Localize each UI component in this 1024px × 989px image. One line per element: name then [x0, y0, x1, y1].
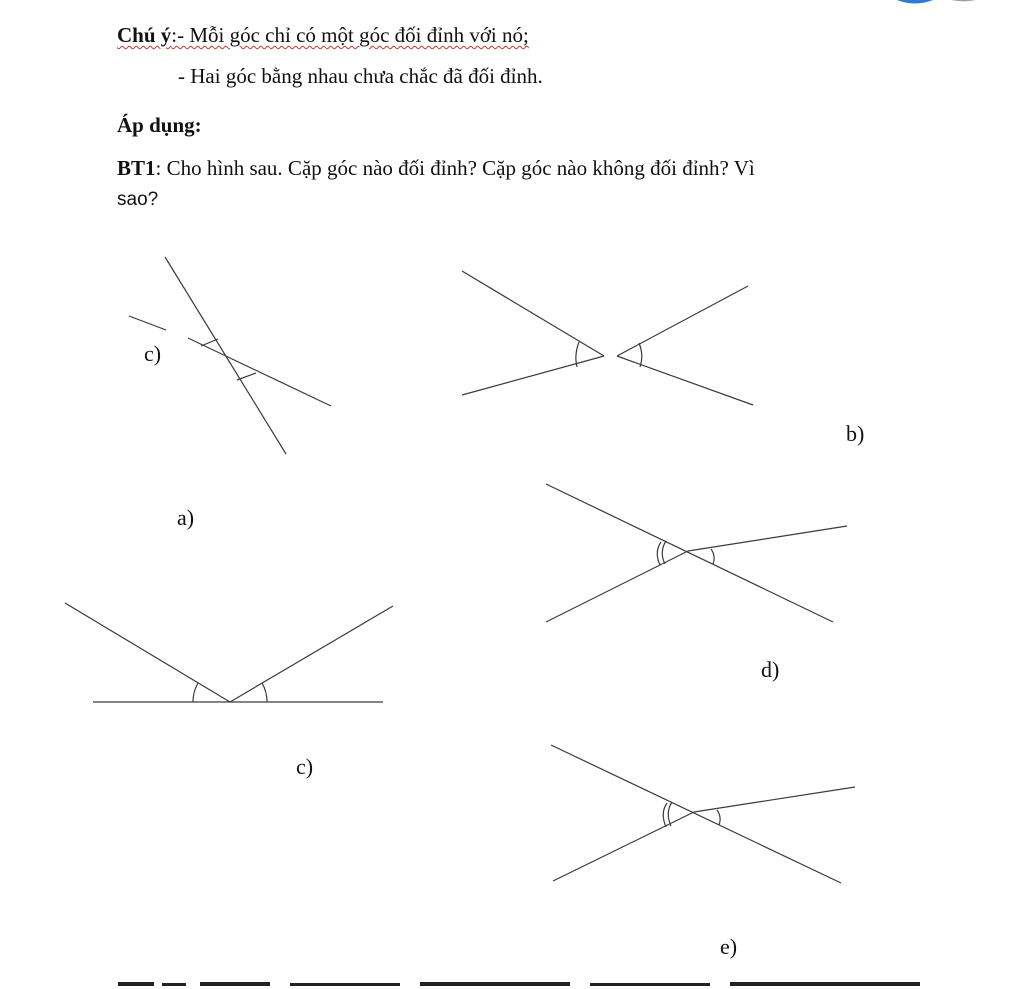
figure-a-line-2-segment: [129, 316, 166, 330]
exercise-label: BT1: [117, 156, 156, 180]
figure-a-line-2: [188, 338, 331, 406]
figure-c-angle-right: [262, 683, 267, 702]
figure-a-angle-mark-2: [237, 373, 256, 380]
fragment-7: [730, 982, 920, 986]
figure-d-angle-1: [657, 542, 661, 565]
note-text-1: :- Mỗi góc chỉ có một góc đối đỉnh với nó;: [171, 23, 529, 47]
fragment-3: [200, 982, 270, 986]
figure-d-caption: d): [761, 657, 780, 682]
figure-b-line-2: [462, 356, 604, 395]
figure-e-line-1: [551, 745, 841, 883]
figure-e-line-2: [553, 812, 694, 881]
figure-c-line-right: [230, 606, 393, 702]
figure-d-angle-2: [662, 541, 666, 564]
figure-b: [462, 271, 753, 405]
fragment-4: [290, 983, 400, 986]
figure-b-angle-2: [639, 343, 642, 367]
figure-c-angle-left: [193, 683, 198, 702]
figure-c-caption: c): [296, 754, 314, 779]
figure-e-angle-3: [717, 810, 720, 825]
figure-d-line-1: [546, 484, 833, 622]
figure-b-caption: b): [846, 421, 865, 446]
exercise-question-text: : Cho hình sau. Cặp góc nào đối đỉnh? Cặp góc nào không đối đỉnh? Vì: [155, 156, 755, 180]
figure-d-line-3: [688, 526, 847, 551]
figure-a-inner-label: c): [144, 341, 162, 366]
figure-a-angle-mark-1: [201, 339, 218, 346]
cropped-next-line: [0, 978, 1024, 989]
figure-e-angle-1: [663, 803, 667, 827]
figure-d-line-2: [546, 551, 688, 622]
fragment-1: [118, 982, 154, 986]
note-label: Chú ý: [117, 23, 172, 47]
figure-e: [551, 745, 855, 883]
apply-heading: Áp dụng:: [117, 113, 202, 137]
fragment-2: [162, 983, 186, 986]
figure-b-line-3: [617, 286, 748, 356]
fragment-6: [590, 983, 710, 986]
note-text-2: - Hai góc bằng nhau chưa chắc đã đối đỉnh.: [178, 64, 543, 88]
figure-b-line-4: [617, 356, 753, 405]
fragment-5: [420, 982, 570, 986]
figure-a-caption: a): [177, 505, 195, 530]
exercise-question-line-2: sao?: [117, 189, 159, 210]
figure-d-angle-3: [711, 549, 714, 564]
figure-b-line-1: [462, 271, 604, 356]
figure-d: [546, 484, 847, 622]
figure-e-line-3: [694, 787, 855, 812]
figure-c-line-left: [65, 603, 230, 702]
figure-c: [65, 603, 393, 702]
cropped-text-fragments: [0, 980, 1024, 989]
figure-e-caption: e): [720, 934, 738, 959]
